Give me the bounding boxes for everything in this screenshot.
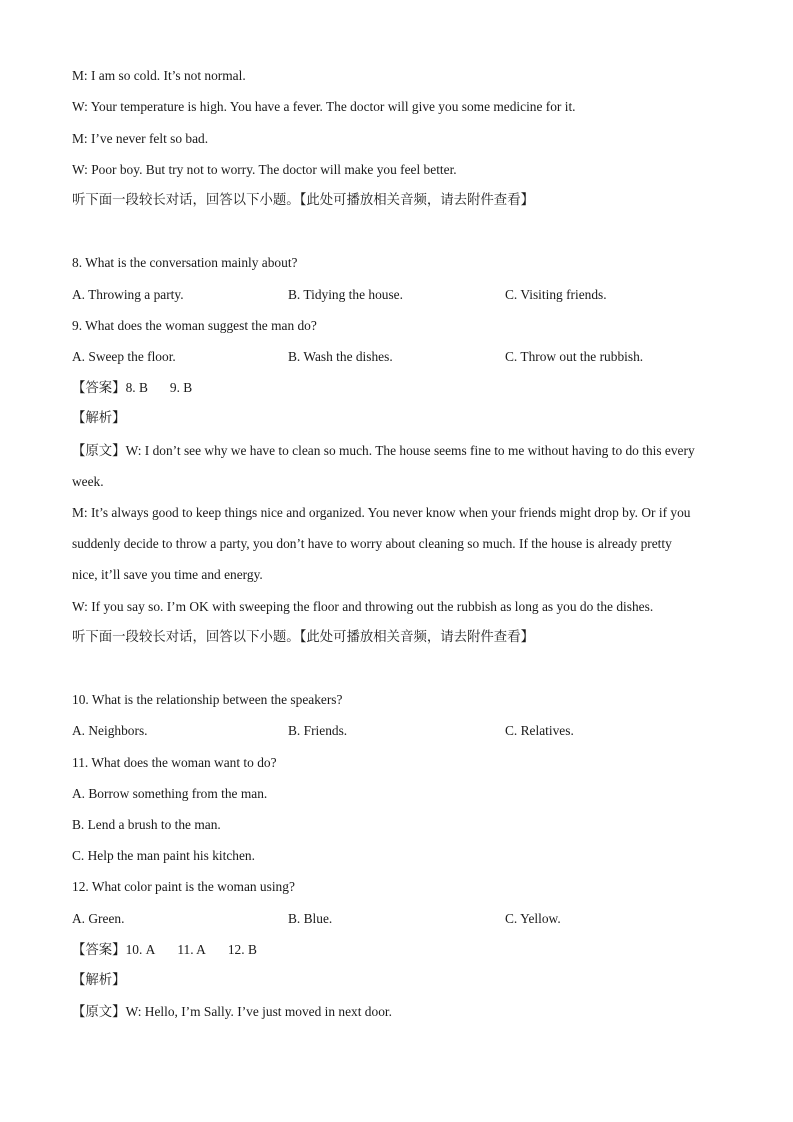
dialogue-line: W: Poor boy. But try not to worry. The doctor will make you feel better.	[72, 162, 457, 177]
transcript-line	[72, 442, 733, 461]
transcript-text: W: Hello, I’m Sally. I’ve just moved in next door.	[125, 1004, 392, 1019]
option-c: C. Relatives.	[505, 723, 574, 738]
option-c: C. Throw out the rubbish.	[505, 349, 644, 364]
answer-label: 【答案】	[72, 381, 126, 396]
transcript-line: W: If you say so. I’m OK with sweeping the floor and throwing out the rubbish as long as you do the dishes.	[72, 599, 654, 614]
option-b: B. Tidying the house.	[288, 287, 403, 302]
original-label: 【原文】	[72, 444, 126, 459]
answer-12: 12. B	[227, 942, 257, 957]
option-a: A. Neighbors.	[72, 723, 148, 738]
answer-8: 8. B	[125, 380, 148, 395]
transcript-text: W: I don’t see why we have to clean so much. The house seems fine to me without having to do this every	[125, 443, 695, 458]
analysis-label: 【解析】	[72, 973, 126, 988]
question-12: 12. What color paint is the woman using?	[72, 879, 295, 894]
question-8: 8. What is the conversation mainly about?	[72, 255, 298, 270]
dialogue-line: M: I am so cold. It’s not normal.	[72, 68, 246, 83]
option-c: C. Yellow.	[505, 911, 561, 926]
option-a: A. Sweep the floor.	[72, 349, 176, 364]
option-b: B. Blue.	[288, 911, 333, 926]
transcript-line: nice, it’ll save you time and energy.	[72, 567, 263, 582]
question-9: 9. What does the woman suggest the man do?	[72, 318, 317, 333]
answer-line	[72, 379, 733, 398]
option-b: B. Wash the dishes.	[288, 349, 393, 364]
answer-11: 11. A	[177, 942, 206, 957]
transcript-line	[72, 1003, 733, 1022]
original-label: 【原文】	[72, 1005, 126, 1020]
answer-9: 9. B	[169, 380, 193, 395]
dialogue-line: W: Your temperature is high. You have a fever. The doctor will give you some medicine for it.	[72, 99, 576, 114]
answer-10: 10. A	[125, 942, 156, 957]
analysis-label: 【解析】	[72, 411, 126, 426]
dialogue-line: M: I’ve never felt so bad.	[72, 131, 209, 146]
listening-instruction: 听下面一段较长对话，回答以下小题。【此处可播放相关音频，请去附件查看】	[72, 630, 534, 645]
option-c: C. Help the man paint his kitchen.	[72, 848, 255, 863]
question-10: 10. What is the relationship between the speakers?	[72, 692, 343, 707]
option-a: A. Borrow something from the man.	[72, 786, 268, 801]
answer-label: 【答案】	[72, 943, 126, 958]
transcript-line: week.	[72, 474, 104, 489]
option-b: B. Lend a brush to the man.	[72, 817, 221, 832]
option-a: A. Throwing a party.	[72, 287, 184, 302]
option-b: B. Friends.	[288, 723, 348, 738]
transcript-line: suddenly decide to throw a party, you don’t have to worry about cleaning so much. If the house is already pretty	[72, 536, 672, 551]
option-c: C. Visiting friends.	[505, 287, 607, 302]
answer-line	[72, 941, 733, 960]
question-11: 11. What does the woman want to do?	[72, 755, 277, 770]
listening-instruction: 听下面一段较长对话，回答以下小题。【此处可播放相关音频，请去附件查看】	[72, 193, 534, 208]
transcript-line: M: It’s always good to keep things nice and organized. You never know when your friends might drop by. Or if you	[72, 505, 691, 520]
option-a: A. Green.	[72, 911, 125, 926]
